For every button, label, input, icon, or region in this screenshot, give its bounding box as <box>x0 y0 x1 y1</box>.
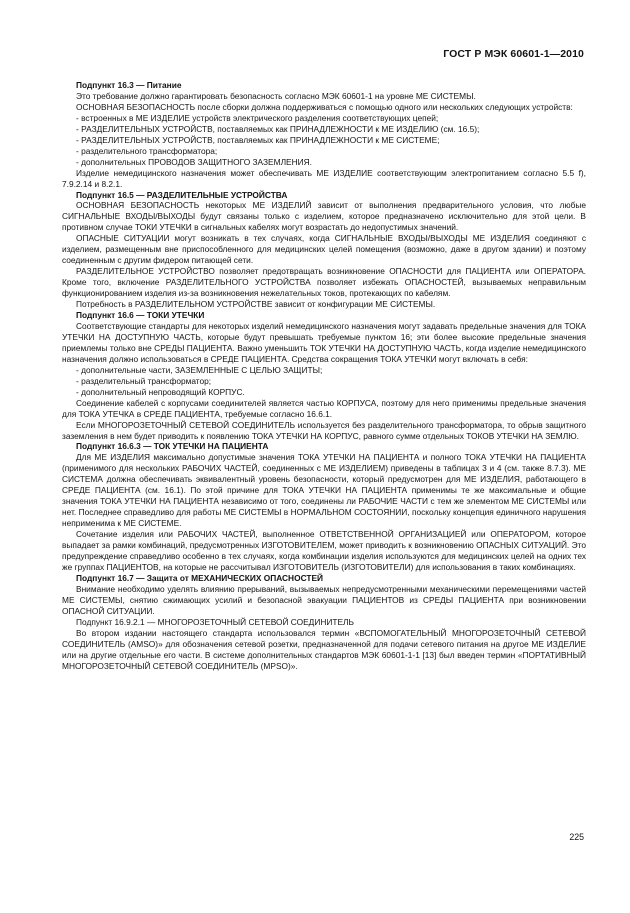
paragraph: Сочетание изделия или РАБОЧИХ ЧАСТЕЙ, выполненное ОТВЕТСТВЕННОЙ ОРГАНИЗАЦИЕЙ или ОПЕРАТОРОМ, которое выпадает за рамки комбинаций, предусмотренных ИЗГОТОВИТЕЛЕМ, может приводить к возникновению ОПАСНЫХ СИТУАЦИЙ. Это предупреждение справедливо особенно в тех случаях, когда комбинации изделия используются для медицинских целей на одних тех же группах ПАЦИЕНТОВ, на которые не рассчитывал ИЗГОТОВИТЕЛЬ (ИЗГОТОВИТЕЛИ) для использования в таких комбинациях. <box>62 529 586 572</box>
paragraph: ОСНОВНАЯ БЕЗОПАСНОСТЬ после сборки должна поддерживаться с помощью одного или нескольких следующих устройств: <box>76 101 573 112</box>
list-item: - встроенных в МЕ ИЗДЕЛИЕ устройств электрического разделения соответствующих цепей; <box>76 112 439 123</box>
standard-header: ГОСТ Р МЭК 60601-1—2010 <box>443 48 584 60</box>
paragraph: Изделие немедицинского назначения может обеспечивать МЕ ИЗДЕЛИЕ соответствующим электропитанием согласно 5.5 f), 7.9.2.14 и 8.2.1. <box>62 167 586 189</box>
subsection-title: Подпункт 16.9.2.1 — МНОГОРОЗЕТОЧНЫЙ СЕТЕВОЙ СОЕДИНИТЕЛЬ <box>76 616 354 627</box>
paragraph: РАЗДЕЛИТЕЛЬНОЕ УСТРОЙСТВО позволяет предотвращать возникновение ОПАСНОСТИ для ПАЦИЕНТА или ОПЕРАТОРА. Кроме того, включение РАЗДЕЛИТЕЛЬНОГО УСТРОЙСТВА позволяет избежать ОПАСНОСТЕЙ, вызываемых неправильным функционированием изделия из-за возникновения нежелательных токов, протекающих по кабелям. <box>62 266 586 299</box>
list-item: - разделительного трансформатора; <box>76 145 218 156</box>
list-item: - РАЗДЕЛИТЕЛЬНЫХ УСТРОЙСТВ, поставляемых как ПРИНАДЛЕЖНОСТИ к МЕ СИСТЕМЕ; <box>76 134 440 145</box>
paragraph: Это требование должно гарантировать безопасность согласно МЭК 60601-1 на уровне МЕ СИСТЕМЫ. <box>76 90 476 101</box>
list-item: - дополнительные части, ЗАЗЕМЛЕННЫЕ С ЦЕЛЬЮ ЗАЩИТЫ; <box>76 364 323 375</box>
paragraph: ОСНОВНАЯ БЕЗОПАСНОСТЬ некоторых МЕ ИЗДЕЛИЙ зависит от выполнения предварительного условия, что любые СИГНАЛЬНЫЕ ВХОДЫ/ВЫХОДЫ будут связаны только с изделием, которое предназначено исключительно для этой цели. В противном случае ТОКИ УТЕЧКИ в сигнальных кабелях могут возрастать до недопустимых значений. <box>62 200 586 233</box>
paragraph: Потребность в РАЗДЕЛИТЕЛЬНОМ УСТРОЙСТВЕ зависит от конфигурации МЕ СИСТЕМЫ. <box>76 299 436 310</box>
list-item: - дополнительных ПРОВОДОВ ЗАЩИТНОГО ЗАЗЕМЛЕНИЯ. <box>76 156 312 167</box>
paragraph: Во втором издании настоящего стандарта использовался термин «ВСПОМОГАТЕЛЬНЫЙ МНОГОРОЗЕТОЧНЫЙ СЕТЕВОЙ СОЕДИНИТЕЛЬ (AMSO)» для обозначения сетевой розетки, предназначенной для подачи сетевого питания на другое МЕ ИЗДЕЛИЕ или на другие отдельные его части. В системе дополнительных стандартов МЭК 60601-1-1 [13] был введен термин «ПОРТАТИВНЫЙ МНОГОРОЗЕТОЧНЫЙ СЕТЕВОЙ СОЕДИНИТЕЛЬ (MPSO)». <box>62 627 586 671</box>
list-item: - разделительный трансформатор; <box>76 375 212 386</box>
paragraph: Если МНОГОРОЗЕТОЧНЫЙ СЕТЕВОЙ СОЕДИНИТЕЛЬ используется без разделительного трансформатора, то обрыв защитного заземления в нем будет приводить к появлению ТОКА УТЕЧКИ НА КОРПУС, равного сумме отдельных ТОКОВ УТЕЧКИ НА ЗЕМЛЮ. <box>62 419 586 441</box>
paragraph: Внимание необходимо уделять влиянию прерываний, вызываемых непредусмотренными механическими перемещениями частей МЕ СИСТЕМЫ, снятию сжимающих усилий и безопасной эвакуации ПАЦИЕНТОВ из СРЕДЫ ПАЦИЕНТА при возникновении ОПАСНОЙ СИТУАЦИИ. <box>62 583 586 616</box>
section-heading: Подпункт 16.3 — Питание <box>76 80 182 90</box>
paragraph: Для МЕ ИЗДЕЛИЯ максимально допустимые значения ТОКА УТЕЧКИ НА ПАЦИЕНТА и полного ТОКА УТЕЧКИ НА ПАЦИЕНТА (применимого для нескольких РАБОЧИХ ЧАСТЕЙ, соединенных с МЕ ИЗДЕЛИЕМ) приведены в таблицах 3 и 4 (см. также 8.7.3). МЕ СИСТЕМА должна обеспечивать эквивалентный уровень безопасности, который предусмотрен для МЕ ИЗДЕЛИЯ, работающего в СРЕДЕ ПАЦИЕНТА (см. 16.1). По этой причине для ТОКА УТЕЧКИ НА ПАЦИЕНТА применимы те же максимальные и общие значения ТОКА УТЕЧКИ НА ПАЦИЕНТА независимо от того, соединены ли РАБОЧИЕ ЧАСТИ с тем же элементом МЕ СИСТЕМЫ или нет. Последнее справедливо для работы МЕ СИСТЕМЫ в НОРМАЛЬНОМ СОСТОЯНИИ, поскольку концепция единичного нарушения неприменима к МЕ СИСТЕМЕ. <box>62 452 586 529</box>
section-heading: Подпункт 16.6.3 — ТОК УТЕЧКИ НА ПАЦИЕНТА <box>76 441 269 452</box>
paragraph: Соответствующие стандарты для некоторых изделий немедицинского назначения могут задавать предельные значения для ТОКА УТЕЧКИ НА ДОСТУПНУЮ ЧАСТЬ, которые будут превышать требуемые пунктом 16; эти более высокие предельные значения приемлемы только вне СРЕДЫ ПАЦИЕНТА. Важно уменьшить ТОК УТЕЧКИ НА ДОСТУПНУЮ ЧАСТЬ, когда изделие немедицинского назначения должно использоваться в СРЕДЕ ПАЦИЕНТА. Средства сокращения ТОКА УТЕЧКИ могут включать в себя: <box>62 320 586 364</box>
document-body <box>62 80 586 671</box>
section-heading: Подпункт 16.5 — РАЗДЕЛИТЕЛЬНЫЕ УСТРОЙСТВА <box>76 189 288 200</box>
section-heading: Подпункт 16.7 — Защита от МЕХАНИЧЕСКИХ ОПАСНОСТЕЙ <box>76 572 324 583</box>
section-heading: Подпункт 16.6 — ТОКИ УТЕЧКИ <box>76 310 205 321</box>
list-item: - дополнительный непроводящий КОРПУС. <box>76 386 245 397</box>
paragraph: ОПАСНЫЕ СИТУАЦИИ могут возникать в тех случаях, когда СИГНАЛЬНЫЕ ВХОДЫ/ВЫХОДЫ МЕ ИЗДЕЛИЯ соединяют с изделием, размещенным вне приспособленного для медицинских целей помещения (возможно, даже в другом здании) и поэтому соединенным с другим фидером питающей сети. <box>62 233 586 266</box>
paragraph: Соединение кабелей с корпусами соединителей является частью КОРПУСА, поэтому для него применимы предельные значения для ТОКА УТЕЧКА в СРЕДЕ ПАЦИЕНТА, требуемые согласно 16.6.1. <box>62 397 586 419</box>
page-number: 225 <box>569 832 584 842</box>
list-item: - РАЗДЕЛИТЕЛЬНЫХ УСТРОЙСТВ, поставляемых как ПРИНАДЛЕЖНОСТИ к МЕ ИЗДЕЛИЮ (см. 16.5); <box>76 123 480 134</box>
